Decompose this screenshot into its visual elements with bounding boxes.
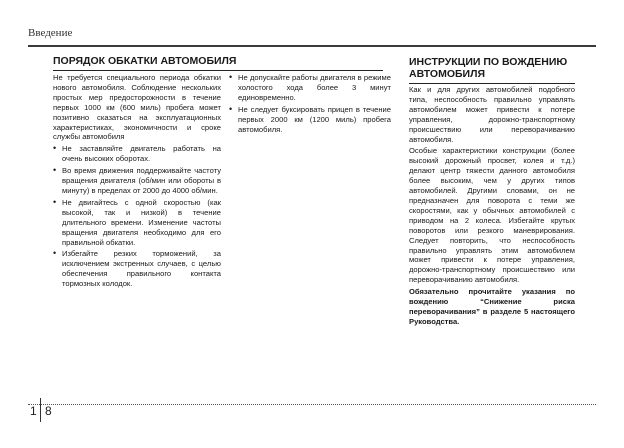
list-item: • Избегайте резких торможений, за исключением экстренных случаев, с целью обеспечения правильного контакта тормозных колодок. bbox=[53, 249, 221, 289]
list-item: • Во время движения поддерживайте частоту вращения двигателя (об/мин или обороты в минуту) в пределах от 2000 до 4000 об/мин. bbox=[53, 166, 221, 196]
list-item: • Не следует буксировать прицеп в течение первых 2000 км (1200 миль) пробега автомобиля. bbox=[229, 105, 391, 135]
page-number-separator bbox=[40, 398, 41, 422]
header-rule bbox=[28, 45, 596, 47]
driving-column bbox=[409, 85, 575, 329]
breakin-heading: ПОРЯДОК ОБКАТКИ АВТОМОБИЛЯ bbox=[53, 55, 383, 71]
list-item: • Не допускайте работы двигателя в режиме холостого хода более 3 минут единовременно. bbox=[229, 73, 391, 103]
breakin-column-2 bbox=[229, 73, 391, 136]
driving-paragraph-1: Как и для других автомобилей подобного типа, неспособность правильно управлять автомобилем может привести к потере управления, дорожно-транспортному происшествию или переворачиванию автомобиля. bbox=[409, 85, 575, 144]
driving-paragraph-2: Особые характеристики конструкции (более высокий дорожный просвет, колея и т.д.) делают центр тяжести данного автомобиля более высоким, чем у других типов автомобилей. Другими словами, он не предназначен для поворота с теми же скоростями, как у обычных автомобилей с приводом на 2 колеса. Избегайте крутых поворотов или резкого маневрирования. Следует повторить, что неспособность правильно управлять этим автомобилем может привести к потере управления, дорожно-транспортному происшествию или переворачиванию автомобиля. bbox=[409, 146, 575, 285]
breakin-column-1 bbox=[53, 73, 221, 291]
list-item: • Не заставляйте двигатель работать на очень высоких оборотах. bbox=[53, 144, 221, 164]
section-title: Введение bbox=[28, 27, 73, 39]
page-number: 8 bbox=[45, 404, 52, 418]
breakin-intro: Не требуется специальногo периода обкатки нового автомобиля. Соблюдение нескольких простых мер предосторожности в течение первых 1000 км (600 миль) пробега может позитивно сказаться на эксплуатационных характеристиках, экономичности и сроке службы автомобиля bbox=[53, 73, 221, 142]
list-item: • Не двигайтесь с одной скоростью (как высокой, так и низкой) в течение длительного времени. Изменение частоты вращения двигателя необходимо для его правильной обкатки. bbox=[53, 198, 221, 248]
page-chapter: 1 bbox=[30, 404, 37, 418]
breakin-list-2 bbox=[229, 73, 391, 134]
breakin-list-1 bbox=[53, 144, 221, 289]
footer-rule bbox=[28, 404, 596, 406]
driving-heading: ИНСТРУКЦИИ ПО ВОЖДЕНИЮ АВТОМОБИЛЯ bbox=[409, 56, 575, 84]
driving-warning: Обязательно прочитайте указания по вождению “Снижение риска переворачивания” в разделе 5 настоящего Руководства. bbox=[409, 287, 575, 326]
